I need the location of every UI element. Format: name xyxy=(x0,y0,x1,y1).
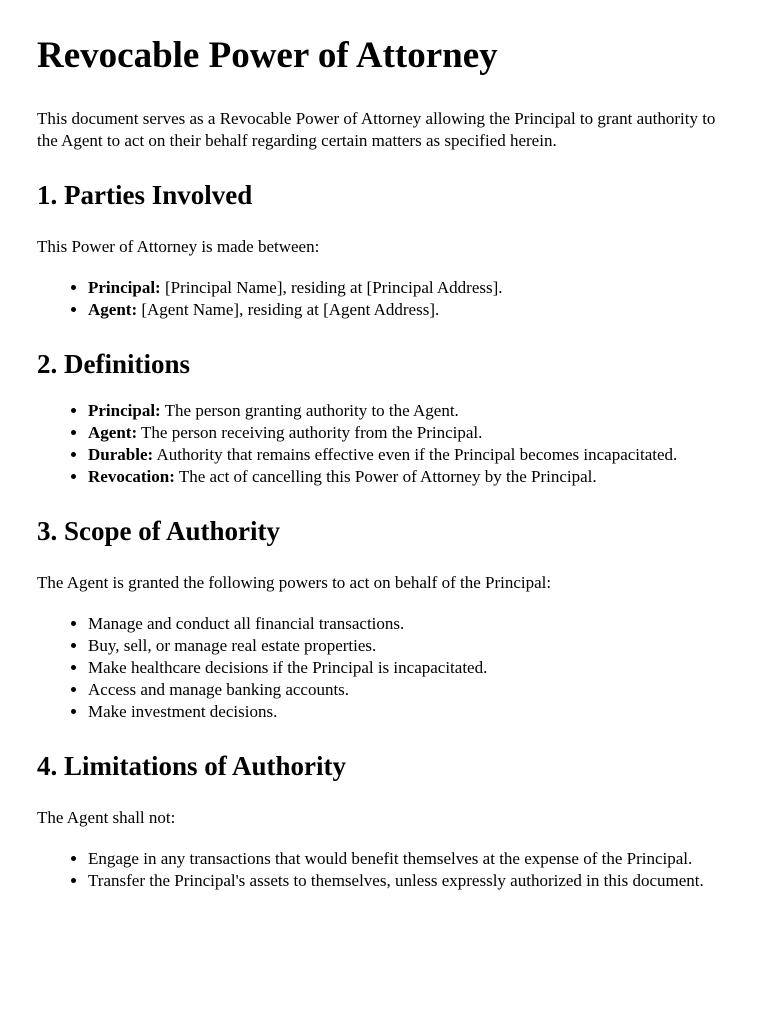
list-item: • Access and manage banking accounts. xyxy=(88,679,734,701)
list-item xyxy=(88,400,734,422)
list-item: • Make investment decisions. xyxy=(88,701,734,723)
list-item xyxy=(88,422,734,444)
term-label: Principal: xyxy=(88,401,161,420)
list-item xyxy=(88,466,734,488)
list-item xyxy=(88,444,734,466)
section-scope xyxy=(37,515,734,723)
term-label: Revocation: xyxy=(88,467,175,486)
term-text: The person granting authority to the Agent. xyxy=(160,401,459,420)
section-paragraph: This Power of Attorney is made between: xyxy=(37,237,320,256)
limitations-list xyxy=(37,848,734,892)
section-definitions xyxy=(37,348,734,488)
section-paragraph: The Agent shall not: xyxy=(37,808,176,827)
term-text: The act of cancelling this Power of Attorney by the Principal. xyxy=(174,467,597,486)
list-item: • Buy, sell, or manage real estate properties. xyxy=(88,635,734,657)
section-limitations xyxy=(37,750,734,892)
term-text: Authority that remains effective even if the Principal becomes incapacitated. xyxy=(153,445,678,464)
section-parties xyxy=(37,179,734,321)
list-item xyxy=(88,277,734,299)
document-title: Revocable Power of Attorney xyxy=(37,35,498,76)
intro-paragraph: This document serves as a Revocable Power of Attorney allowing the Principal to grant authority to the Agent to act on their behalf regarding certain matters as specified herein. xyxy=(37,109,716,150)
term-label: Agent: xyxy=(88,423,138,442)
list-item: • Transfer the Principal's assets to themselves, unless expressly authorized in this document. xyxy=(88,870,734,892)
term-label: Durable: xyxy=(88,445,154,464)
term-label: Principal: xyxy=(88,278,161,297)
section-heading: 4. Limitations of Authority xyxy=(37,751,347,781)
term-label: Agent: xyxy=(88,300,138,319)
definitions-list xyxy=(37,400,734,488)
list-item: • Manage and conduct all financial transactions. xyxy=(88,613,734,635)
scope-list xyxy=(37,613,734,723)
section-heading: 2. Definitions xyxy=(37,349,191,379)
section-paragraph: The Agent is granted the following powers to act on behalf of the Principal: xyxy=(37,573,552,592)
list-item xyxy=(88,299,734,321)
list-item: • Make healthcare decisions if the Principal is incapacitated. xyxy=(88,657,734,679)
list-item: • Engage in any transactions that would benefit themselves at the expense of the Principal. xyxy=(88,848,734,870)
term-text: [Principal Name], residing at [Principal Address]. xyxy=(160,278,503,297)
term-text: The person receiving authority from the Principal. xyxy=(137,423,483,442)
parties-list xyxy=(37,277,734,321)
term-text: [Agent Name], residing at [Agent Address]. xyxy=(137,300,440,319)
section-heading: 1. Parties Involved xyxy=(37,180,253,210)
section-heading: 3. Scope of Authority xyxy=(37,516,280,546)
